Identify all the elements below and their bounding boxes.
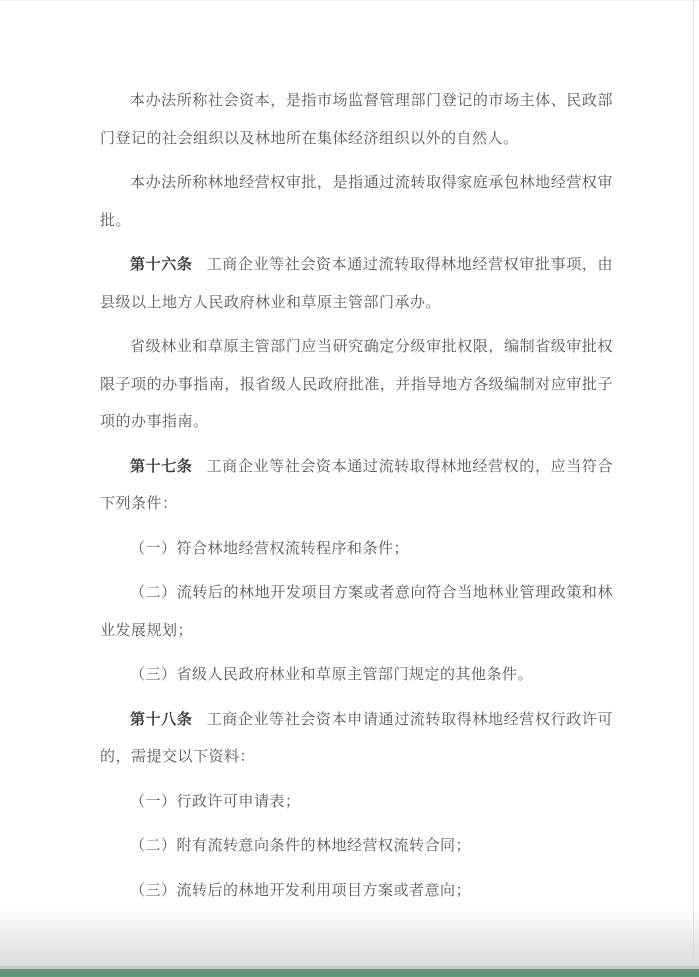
paragraph: 第十八条 工商企业等社会资本申请通过流转取得林地经营权行政许可的，需提交以下资料：: [100, 711, 613, 765]
paragraph: （一）符合林地经营权流转程序和条件；: [130, 540, 410, 557]
article-number: 第十七条: [130, 458, 193, 475]
paragraph: （三）流转后的林地开发利用项目方案或者意向；: [130, 882, 472, 899]
footer-bar: [0, 969, 699, 977]
paragraph: 第十七条 工商企业等社会资本通过流转取得林地经营权的，应当符合下列条件：: [100, 458, 613, 512]
paragraph: 省级林业和草原主管部门应当研究确定分级审批权限，编制省级审批权限子项的办事指南，报省级人民政府批准，并指导地方各级编制对应审批子项的办事指南。: [100, 339, 613, 430]
paragraph: 本办法所称林地经营权审批，是指通过流转取得家庭承包林地经营权审批。: [100, 175, 613, 229]
footer-shadow: [0, 906, 699, 966]
page-edge-line: [693, 1, 694, 977]
paragraph: 本办法所称社会资本，是指市场监督管理部门登记的市场主体、民政部门登记的社会组织以及林地所在集体经济组织以外的自然人。: [100, 93, 613, 147]
paragraph: （二）附有流转意向条件的林地经营权流转合同；: [130, 838, 472, 854]
paragraph: 第十六条 工商企业等社会资本通过流转取得林地经营权审批事项，由县级以上地方人民政府林业和草原主管部门承办。: [100, 257, 613, 311]
article-number: 第十八条: [130, 711, 193, 728]
paragraph: （二）流转后的林地开发项目方案或者意向符合当地林业管理政策和林业发展规划；: [100, 585, 613, 639]
paragraph: （三）省级人民政府林业和草原主管部门规定的其他条件。: [130, 667, 534, 683]
paragraph: （一）行政许可申请表；: [130, 793, 301, 810]
article-number: 第十六条: [130, 257, 193, 273]
document-content: [100, 83, 613, 917]
